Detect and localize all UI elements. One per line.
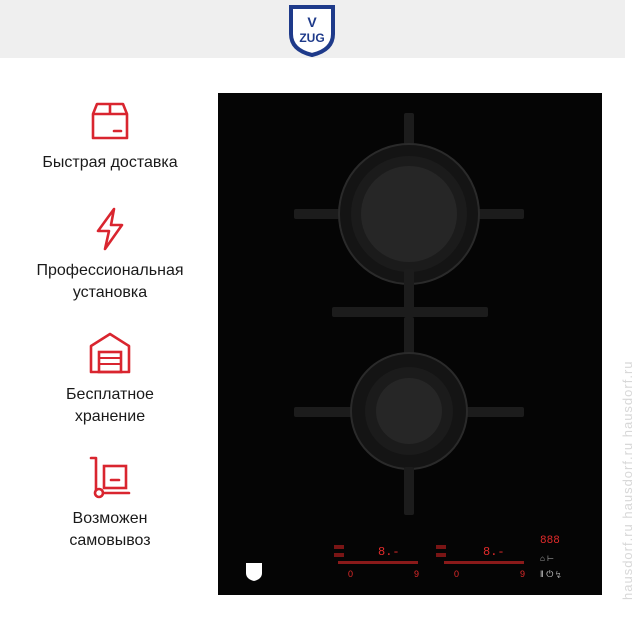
warehouse-icon	[87, 330, 133, 376]
feature-storage	[0, 330, 220, 428]
left-slider-track[interactable]	[338, 561, 418, 564]
top-burner	[294, 113, 524, 309]
feature-storage-label: Бесплатное хранение	[66, 386, 154, 425]
control-panel	[246, 535, 561, 581]
hand-truck-icon	[87, 454, 133, 500]
left-zone-display: 8.-	[378, 545, 400, 559]
watermark	[606, 100, 635, 620]
product-image	[218, 93, 602, 595]
right-slider-track[interactable]	[444, 561, 524, 564]
lightning-icon	[87, 206, 133, 252]
lock-icon[interactable]: ⌂ ⊢	[540, 554, 555, 563]
power-icon[interactable]: ‖ ⏻ ↯	[540, 569, 561, 579]
feature-pickup	[0, 454, 220, 552]
left-slider-max: 9	[414, 569, 420, 579]
vzug-logo[interactable]	[287, 4, 337, 58]
feature-delivery	[0, 98, 220, 174]
logo-text-bottom: ZUG	[299, 31, 325, 45]
feature-installation-label: Профессиональная установка	[36, 262, 184, 301]
right-slider-max: 9	[520, 569, 526, 579]
gas-hob-illustration	[218, 93, 602, 595]
feature-pickup-label: Возможен самовывоз	[69, 510, 151, 549]
hob-logo-badge	[246, 563, 262, 581]
left-slider-min: 0	[348, 569, 354, 579]
grate-bar	[332, 307, 488, 317]
logo-text-top: V	[307, 14, 317, 30]
right-slider-min: 0	[454, 569, 460, 579]
feature-delivery-label: Быстрая доставка	[42, 154, 178, 171]
box-icon	[87, 98, 133, 144]
header-bar	[0, 0, 625, 58]
timer-display: 888	[540, 535, 560, 547]
feature-installation	[0, 206, 220, 304]
bottom-burner	[294, 317, 524, 515]
right-zone-display: 8.-	[483, 545, 505, 559]
watermark-text: hausdorf.ru hausdorf.ru hausdorf.ru	[620, 360, 635, 600]
